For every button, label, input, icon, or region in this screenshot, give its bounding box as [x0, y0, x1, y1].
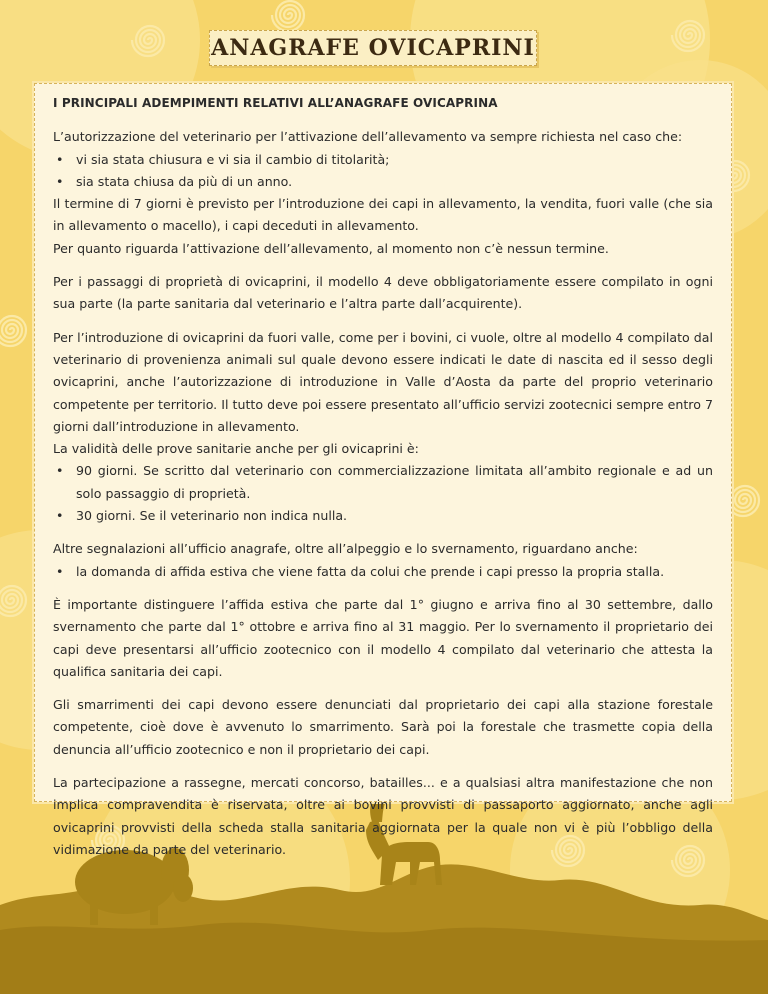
- content-panel: [34, 83, 732, 857]
- section-heading: I PRINCIPALI ADEMPIMENTI RELATIVI ALL’ANAGRAFE OVICAPRINA: [53, 96, 498, 110]
- paragraph: La validità delle prove sanitarie anche per gli ovicaprini è:: [53, 441, 419, 457]
- list-item: • la domanda di affida estiva che viene fatta da colui che prende i capi presso la propria stalla.: [53, 561, 713, 583]
- bullet-list: [53, 460, 713, 527]
- paragraph: Per quanto riguarda l’attivazione dell’allevamento, al momento non c’è nessun termine.: [53, 240, 609, 256]
- list-item: • 90 giorni. Se scritto dal veterinario con commercializzazione limitata all’ambito regionale e ad un solo passaggio di proprietà.: [53, 460, 713, 505]
- title-box: [209, 30, 537, 66]
- paragraph: Il termine di 7 giorni è previsto per l’introduzione dei capi in allevamento, la vendita, fuori valle (che sia in allevamento o macello), i capi deceduti in allevamento.: [53, 196, 713, 234]
- paragraph: La partecipazione a rassegne, mercati concorso, batailles... e a qualsiasi altra manifestazione che non implica compravendita è riservata, oltre ai bovini provvisti di passaporto aggiornato, anche agli ovicaprini provvisti della scheda stalla sanitaria aggiornata per la quale non vi è più l’obbligo della vidimazione da parte del veterinario.: [53, 775, 713, 857]
- bullet-list: [53, 561, 713, 583]
- list-item: • vi sia stata chiusura e vi sia il cambio di titolarità;: [53, 149, 713, 171]
- paragraph: Gli smarrimenti dei capi devono essere denunciati dal proprietario dei capi alla stazione forestale competente, cioè dove è avvenuto lo smarrimento. Sarà poi la forestale che trasmette copia della denuncia all’ufficio zootecnico e non il proprietario dei capi.: [53, 697, 713, 757]
- paragraph: È importante distinguere l’affida estiva che parte dal 1° giugno e arriva fino al 30 settembre, dallo svernamento che parte dal 1° ottobre e arriva fino al 31 maggio. Per lo svernamento il proprietario dei capi deve presentarsi all’ufficio zootecnico con il modello 4 compilato dal veterinario che attesta la qualifica sanitaria dei capi.: [53, 596, 713, 679]
- list-item: • 30 giorni. Se il veterinario non indica nulla.: [53, 505, 713, 527]
- paragraph: Per i passaggi di proprietà di ovicaprini, il modello 4 deve obbligatoriamente essere compilato in ogni sua parte (la parte sanitaria dal veterinario e l’altra parte dall’acquirente).: [53, 274, 713, 312]
- list-item: • sia stata chiusa da più di un anno.: [53, 171, 713, 193]
- paragraph: Per l’introduzione di ovicaprini da fuori valle, come per i bovini, ci vuole, oltre al modello 4 compilato dal veterinario di provenienza animali sul quale devono essere indicati le date di nascita ed il sesso degli ovicaprini, anche l’autorizzazione di introduzione in Valle d’Aosta da parte del proprio veterinario competente per territorio. Il tutto deve poi essere presentato all’ufficio servizi zootecnici sempre entro 7 giorni dall’introduzione in allevamento.: [53, 329, 713, 434]
- paragraph: Altre segnalazioni all’ufficio anagrafe, oltre all’alpeggio e lo svernamento, riguardano anche:: [53, 541, 638, 557]
- bullet-list: [53, 149, 713, 194]
- paragraph: L’autorizzazione del veterinario per l’attivazione dell’allevamento va sempre richiesta nel caso che:: [53, 129, 683, 145]
- page-title: ANAGRAFE OVICAPRINI: [211, 35, 535, 61]
